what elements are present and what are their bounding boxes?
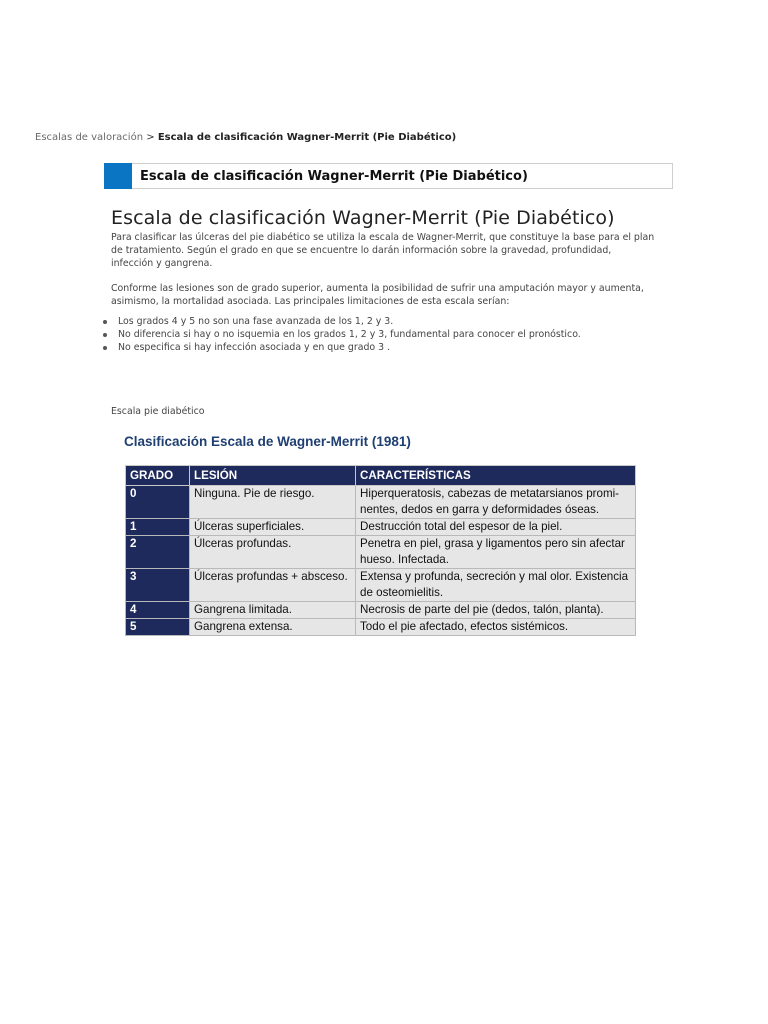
caracteristicas-cell: Extensa y profunda, secreción y mal olor. Existencia de osteomielitis. xyxy=(356,569,636,602)
caracteristicas-cell: Necrosis de parte del pie (dedos, talón, planta). xyxy=(356,602,636,619)
grado-cell: 2 xyxy=(126,536,190,569)
grado-cell: 0 xyxy=(126,486,190,519)
section-header-title: Escala de clasificación Wagner-Merrit (Pie Diabético) xyxy=(140,169,528,184)
breadcrumb-separator: > xyxy=(146,132,155,143)
grado-cell: 1 xyxy=(126,519,190,536)
caracteristicas-cell: Penetra en piel, grasa y ligamentos pero sin afectar hueso. Infectada. xyxy=(356,536,636,569)
grado-cell: 3 xyxy=(126,569,190,602)
article-body xyxy=(111,207,656,354)
intro-paragraph: Para clasificar las úlceras del pie diabético se utiliza la escala de Wagner-Merrit, que constituye la base para el plan de tratamiento. Según el grado en que se encuentre lo darán información sobre la gravedad, profundidad, infección y gangrena. xyxy=(111,232,655,269)
table-row xyxy=(126,602,636,619)
table-row xyxy=(126,486,636,519)
column-header-lesion: LESIÓN xyxy=(190,466,356,486)
table-row xyxy=(126,569,636,602)
bullet-icon xyxy=(103,333,107,337)
caracteristicas-cell: Todo el pie afectado, efectos sistémicos. xyxy=(356,619,636,636)
list-item xyxy=(114,328,656,341)
image-caption: Escala pie diabético xyxy=(111,406,205,417)
list-item-text: No diferencia si hay o no isquemia en los grados 1, 2 y 3, fundamental para conocer el pronóstico. xyxy=(118,329,581,340)
lesion-cell: Gangrena extensa. xyxy=(190,619,356,636)
lesion-cell: Ninguna. Pie de riesgo. xyxy=(190,486,356,519)
breadcrumb-current: Escala de clasificación Wagner-Merrit (Pie Diabético) xyxy=(157,132,457,143)
breadcrumb xyxy=(35,132,456,143)
grado-cell: 4 xyxy=(126,602,190,619)
bullet-icon xyxy=(103,346,107,350)
list-item-text: Los grados 4 y 5 no son una fase avanzada de los 1, 2 y 3. xyxy=(118,316,394,327)
section-header xyxy=(104,163,673,189)
lesion-cell: Úlceras profundas. xyxy=(190,536,356,569)
column-header-grado: GRADO xyxy=(126,466,190,486)
lesion-cell: Gangrena limitada. xyxy=(190,602,356,619)
breadcrumb-link-escalas[interactable]: Escalas de valoración xyxy=(35,132,144,143)
list-item xyxy=(114,315,656,328)
table-row xyxy=(126,536,636,569)
column-header-caracteristicas: CARACTERÍSTICAS xyxy=(356,466,636,486)
figure-title: Clasificación Escala de Wagner-Merrit (1981) xyxy=(124,434,411,449)
caracteristicas-cell: Hiperqueratosis, cabezas de metatarsianos promi-nentes, dedos en garra y deformidades óseas. xyxy=(356,486,636,519)
list-item xyxy=(114,341,656,354)
bullet-icon xyxy=(103,320,107,324)
wagner-classification-table xyxy=(125,465,636,636)
table-row xyxy=(126,619,636,636)
limitations-paragraph: Conforme las lesiones son de grado superior, aumenta la posibilidad de sufrir una amputación mayor y aumenta, asimismo, la mortalidad asociada. Las principales limitaciones de esta escala serían: xyxy=(111,283,644,307)
header-accent-bar xyxy=(104,163,132,189)
lesion-cell: Úlceras profundas + absceso. xyxy=(190,569,356,602)
caracteristicas-cell: Destrucción total del espesor de la piel. xyxy=(356,519,636,536)
table-header-row xyxy=(126,466,636,486)
table-row xyxy=(126,519,636,536)
grado-cell: 5 xyxy=(126,619,190,636)
list-item-text: No especifica si hay infección asociada y en que grado 3 . xyxy=(118,342,391,353)
lesion-cell: Úlceras superficiales. xyxy=(190,519,356,536)
page-title: Escala de clasificación Wagner-Merrit (Pie Diabético) xyxy=(111,207,615,229)
limitations-list xyxy=(103,315,656,354)
